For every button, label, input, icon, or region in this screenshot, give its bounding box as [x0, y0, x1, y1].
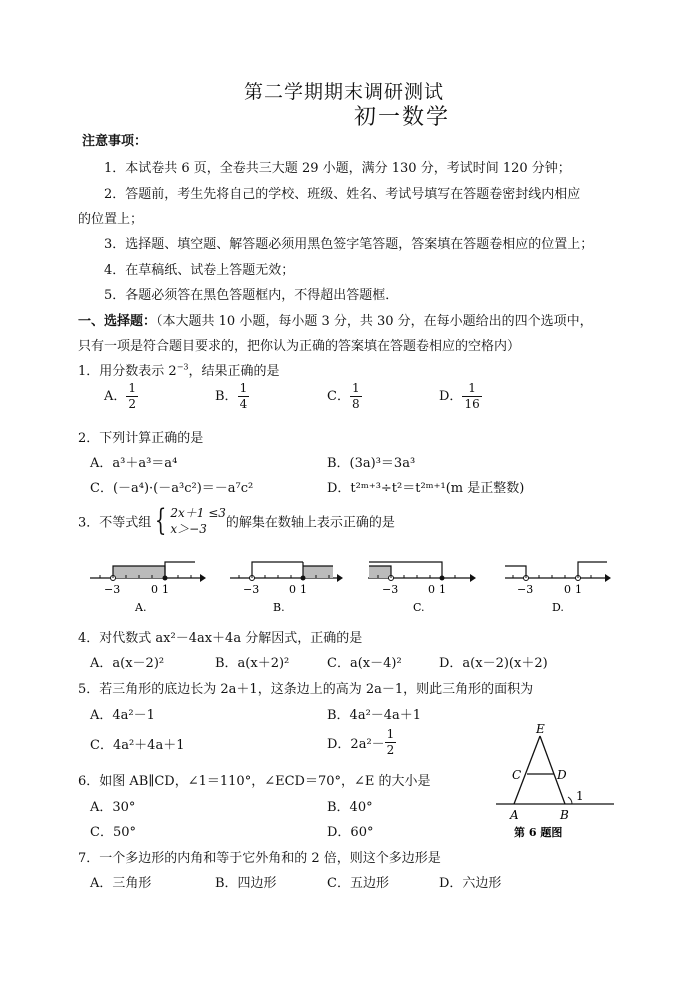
numerator: 1: [386, 727, 395, 741]
q2-option-b[interactable]: B．(3a)³＝3a³: [327, 456, 416, 471]
q4-option-d[interactable]: D．a(x－2)(x＋2): [439, 656, 548, 671]
q4-option-c[interactable]: C．a(x－4)²: [327, 656, 402, 671]
numerator: 1: [468, 381, 476, 395]
q6-option-b[interactable]: B．40°: [327, 800, 373, 815]
section-heading-label: 一、选择题：: [78, 314, 157, 329]
tick-label: 1: [575, 583, 582, 596]
fraction: [238, 381, 250, 412]
q1-option-b[interactable]: [215, 381, 249, 412]
number-line-a[interactable]: [90, 562, 206, 614]
option-label-d: D.: [552, 601, 564, 614]
q1-option-a[interactable]: [104, 381, 138, 412]
q6-option-c[interactable]: C．50°: [90, 825, 136, 840]
brace: {: [155, 503, 167, 538]
q2-option-c[interactable]: C．(－a⁴)·(－a³c²)＝－a⁷c²: [90, 481, 254, 496]
label-d: D: [557, 768, 567, 782]
option-label-a: A.: [135, 601, 147, 614]
fraction: [350, 381, 362, 412]
tick-label: 0: [151, 583, 158, 596]
q1-option-c[interactable]: [327, 381, 362, 412]
numerator: 1: [128, 381, 137, 395]
figure-caption: 第 6 题图: [514, 826, 563, 839]
notice-item-2: 2．答题前，考生先将自己的学校、班级、姓名、考试号填写在答题卷密封线内相应: [104, 187, 581, 202]
notice-item-1: 1．本试卷共 6 页，全卷共三大题 29 小题，满分 130 分，考试时间 120 分钟；: [104, 161, 571, 176]
notice-item-5: 5．各题必须答在黑色答题框内，不得超出答题框．: [104, 288, 399, 303]
q6-option-d[interactable]: D．60°: [327, 825, 374, 840]
option-label: D．: [439, 389, 463, 404]
notice-item-3: 3．选择题、填空题、解答题必须用黑色签字笔答题，答案填在答题卷相应的位置上；: [104, 237, 594, 252]
denominator: 2: [128, 397, 137, 411]
q1-option-d[interactable]: [439, 381, 482, 412]
q3-stem: [78, 505, 395, 537]
label-angle-1: 1: [576, 789, 584, 803]
option-label: B．: [215, 389, 238, 404]
fraction: [126, 381, 138, 412]
tick-label: −3: [382, 583, 399, 596]
q7-stem: 7．一个多边形的内角和等于它外角和的 2 倍，则这个多边形是: [78, 851, 441, 866]
tick-label: 1: [162, 583, 169, 596]
q6-figure: [492, 718, 622, 848]
tick-label: 0: [428, 583, 435, 596]
tick-label: −3: [243, 583, 260, 596]
q1-stem: [78, 360, 280, 379]
page-subtitle: 初一数学: [354, 105, 451, 130]
q2-option-a[interactable]: A．a³＋a³＝a⁴: [90, 456, 178, 471]
q7-option-a[interactable]: A．三角形: [90, 876, 152, 891]
tick-label: 1: [300, 583, 307, 596]
q3-stem-text: 3．不等式组: [78, 515, 152, 531]
q1-exponent: −3: [176, 362, 189, 372]
page-title: 第二学期期末调研测试: [244, 81, 445, 103]
number-line-b[interactable]: [230, 562, 343, 614]
notice-item-4: 4．在草稿纸、试卷上答题无效；: [104, 263, 295, 278]
inequality-2: x＞−3: [170, 522, 207, 536]
denominator: 4: [239, 397, 248, 411]
angle-1-arc: [568, 797, 572, 804]
section-intro-2: 只有一项是符合题目要求的，把你认为正确的答案填在答题卷相应的空格内）: [78, 339, 521, 354]
label-c: C: [512, 768, 522, 782]
q5-stem: 5．若三角形的底边长为 2a＋1，这条边上的高为 2a－1，则此三角形的面积为: [78, 682, 534, 697]
tick-label: 0: [564, 583, 571, 596]
q2-stem: 2．下列计算正确的是: [78, 431, 204, 446]
section-intro: （本大题共 10 小题，每小题 3 分，共 30 分，在每小题给出的四个选项中，: [156, 314, 593, 329]
inequality-1: 2x＋1 ≤3: [170, 506, 226, 520]
q7-option-b[interactable]: B．四边形: [215, 876, 277, 891]
q7-option-d[interactable]: D．六边形: [439, 876, 502, 891]
q2-option-d[interactable]: D．t²ᵐ⁺³÷t²＝t²ᵐ⁺¹(m 是正整数): [327, 481, 525, 496]
q6-option-a[interactable]: A．30°: [90, 800, 136, 815]
q1-stem-tail: ，结果正确的是: [188, 364, 280, 379]
option-d-text: D．2a²－: [327, 737, 385, 752]
denominator: 2: [386, 743, 395, 757]
label-e: E: [536, 722, 545, 736]
q3-number-lines: [85, 555, 615, 615]
tick-label: −3: [104, 583, 121, 596]
notice-heading: 注意事项：: [82, 134, 148, 149]
tick-label: 1: [439, 583, 446, 596]
q5-option-b[interactable]: B．4a²－4a＋1: [327, 708, 422, 723]
option-label: A．: [104, 389, 127, 404]
q5-option-a[interactable]: A．4a²－1: [90, 708, 155, 723]
inequality-system: [170, 505, 226, 537]
fraction: [462, 381, 481, 412]
tick-label: 0: [289, 583, 296, 596]
denominator: 16: [464, 397, 480, 411]
label-a: A: [510, 808, 519, 822]
fraction: [385, 727, 397, 758]
q6-stem: 6．如图 AB∥CD，∠1＝110°，∠ECD＝70°，∠E 的大小是: [78, 774, 431, 789]
number-line-c[interactable]: [368, 562, 476, 614]
q5-option-c[interactable]: C．4a²＋4a＋1: [90, 738, 185, 753]
q4-stem: 4．对代数式 ax²－4ax＋4a 分解因式，正确的是: [78, 631, 363, 646]
section-heading: [78, 310, 593, 329]
numerator: 1: [239, 381, 248, 395]
q7-option-c[interactable]: C．五边形: [327, 876, 389, 891]
option-label-b: B.: [273, 601, 285, 614]
q4-option-a[interactable]: A．a(x－2)²: [90, 656, 165, 671]
notice-item-2-cont: 的位置上；: [78, 212, 144, 227]
option-label-c: C.: [413, 601, 425, 614]
option-label: C．: [327, 389, 350, 404]
tick-label: −3: [517, 583, 534, 596]
numerator: 1: [351, 381, 360, 395]
q4-option-b[interactable]: B．a(x＋2)²: [215, 656, 290, 671]
q3-stem-tail: 的解集在数轴上表示正确的是: [225, 515, 395, 531]
q5-option-d[interactable]: [327, 727, 396, 758]
label-b: B: [560, 808, 569, 822]
denominator: 8: [351, 397, 360, 411]
number-line-d[interactable]: [505, 562, 611, 614]
q1-stem-text: 1．用分数表示 2: [78, 364, 177, 379]
